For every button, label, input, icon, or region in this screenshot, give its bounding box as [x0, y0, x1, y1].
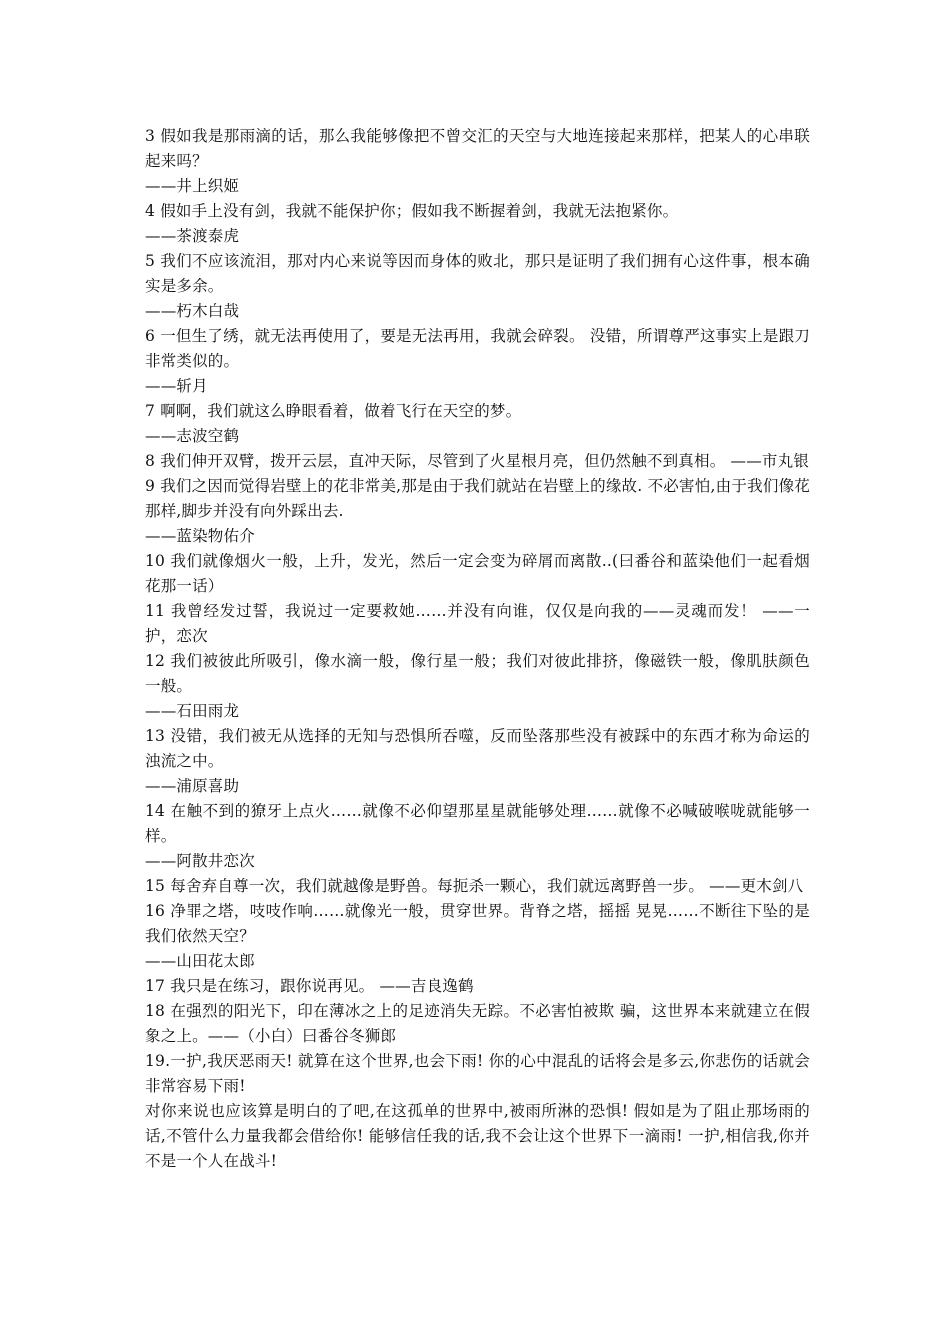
quote-9-author: ——蓝染物佑介: [145, 527, 255, 545]
quote-3: 3 假如我是那雨滴的话，那么我能够像把不曾交汇的天空与大地连接起来那样，把某人的心串联起来吗？: [145, 127, 810, 170]
quote-14: 14 在触不到的獠牙上点火……就像不必仰望那星星就能够处理……就像不必喊破喉咙就能够一样。: [145, 802, 810, 845]
quote-13-author: ——浦原喜助: [145, 777, 240, 795]
quote-3-author: ——井上织姬: [145, 177, 240, 195]
quote-5: 5 我们不应该流泪，那对内心来说等因而身体的败北，那只是证明了我们拥有心这件事，根本确实是多余。: [145, 252, 810, 295]
quote-10: 10 我们就像烟火一般，上升，发光，然后一定会变为碎屑而离散..(曰番谷和蓝染他们一起看烟花那一话）: [145, 552, 810, 595]
quote-17: 17 我只是在练习，跟你说再见。 ——吉良逸鹤: [145, 977, 474, 995]
quote-15: 15 每舍弃自尊一次，我们就越像是野兽。每扼杀一颗心，我们就远离野兽一步。 ——更木剑八: [145, 877, 804, 895]
quote-19-continued: 对你来说也应该算是明白的了吧,在这孤单的世界中,被雨所淋的恐惧! 假如是为了阻止那场雨的话,不管什么力量我都会借给你! 能够信任我的话,我不会让这个世界下一滴雨! 一护,相信我,你并不是一个人在战斗!: [145, 1102, 810, 1170]
quote-7: 7 啊啊，我们就这么睁眼看着，做着飞行在天空的梦。: [145, 402, 522, 420]
quote-12: 12 我们被彼此所吸引，像水滴一般，像行星一般；我们对彼此排挤，像磁铁一般，像肌肤颜色一般。: [145, 652, 810, 695]
quote-5-author: ——朽木白哉: [145, 302, 240, 320]
quote-9: 9 我们之因而觉得岩壁上的花非常美,那是由于我们就站在岩壁上的缘故. 不必害怕,由于我们像花那样,脚步并没有向外踩出去.: [145, 477, 810, 520]
document-body: [145, 124, 810, 1174]
quote-12-author: ——石田雨龙: [145, 702, 240, 720]
quote-11: 11 我曾经发过誓，我说过一定要救她……并没有向谁，仅仅是向我的——灵魂而发！ ——一护，恋次: [145, 602, 810, 645]
quote-13: 13 没错，我们被无从选择的无知与恐惧所吞噬，反而坠落那些没有被踩中的东西才称为命运的浊流之中。: [145, 727, 810, 770]
quote-6-author: ——斩月: [145, 377, 208, 395]
quote-8: 8 我们伸开双臂，拨开云层，直冲天际，尽管到了火星根月亮，但仍然触不到真相。 ——市丸银: [145, 452, 810, 470]
quote-14-author: ——阿散井恋次: [145, 852, 255, 870]
quote-18: 18 在强烈的阳光下，印在薄冰之上的足迹消失无踪。不必害怕被欺 骗，这世界本来就建立在假象之上。——（小白）曰番谷冬狮郎: [145, 1002, 810, 1045]
quote-16-author: ——山田花太郎: [145, 952, 255, 970]
quote-19: 19.一护,我厌恶雨天! 就算在这个世界,也会下雨! 你的心中混乱的话将会是多云,你悲伤的话就会非常容易下雨!: [145, 1052, 810, 1095]
quote-7-author: ——志波空鹤: [145, 427, 240, 445]
quote-16: 16 净罪之塔，吱吱作响……就像光一般，贯穿世界。背脊之塔，摇摇 晃晃……不断往下坠的是我们依然天空？: [145, 902, 810, 945]
quote-4: 4 假如手上没有剑，我就不能保护你；假如我不断握着剑，我就无法抱紧你。: [145, 202, 679, 220]
quote-4-author: ——茶渡泰虎: [145, 227, 240, 245]
quote-6: 6 一但生了绣，就无法再使用了，要是无法再用，我就会碎裂。 没错，所谓尊严这事实上是跟刀非常类似的。: [145, 327, 810, 370]
